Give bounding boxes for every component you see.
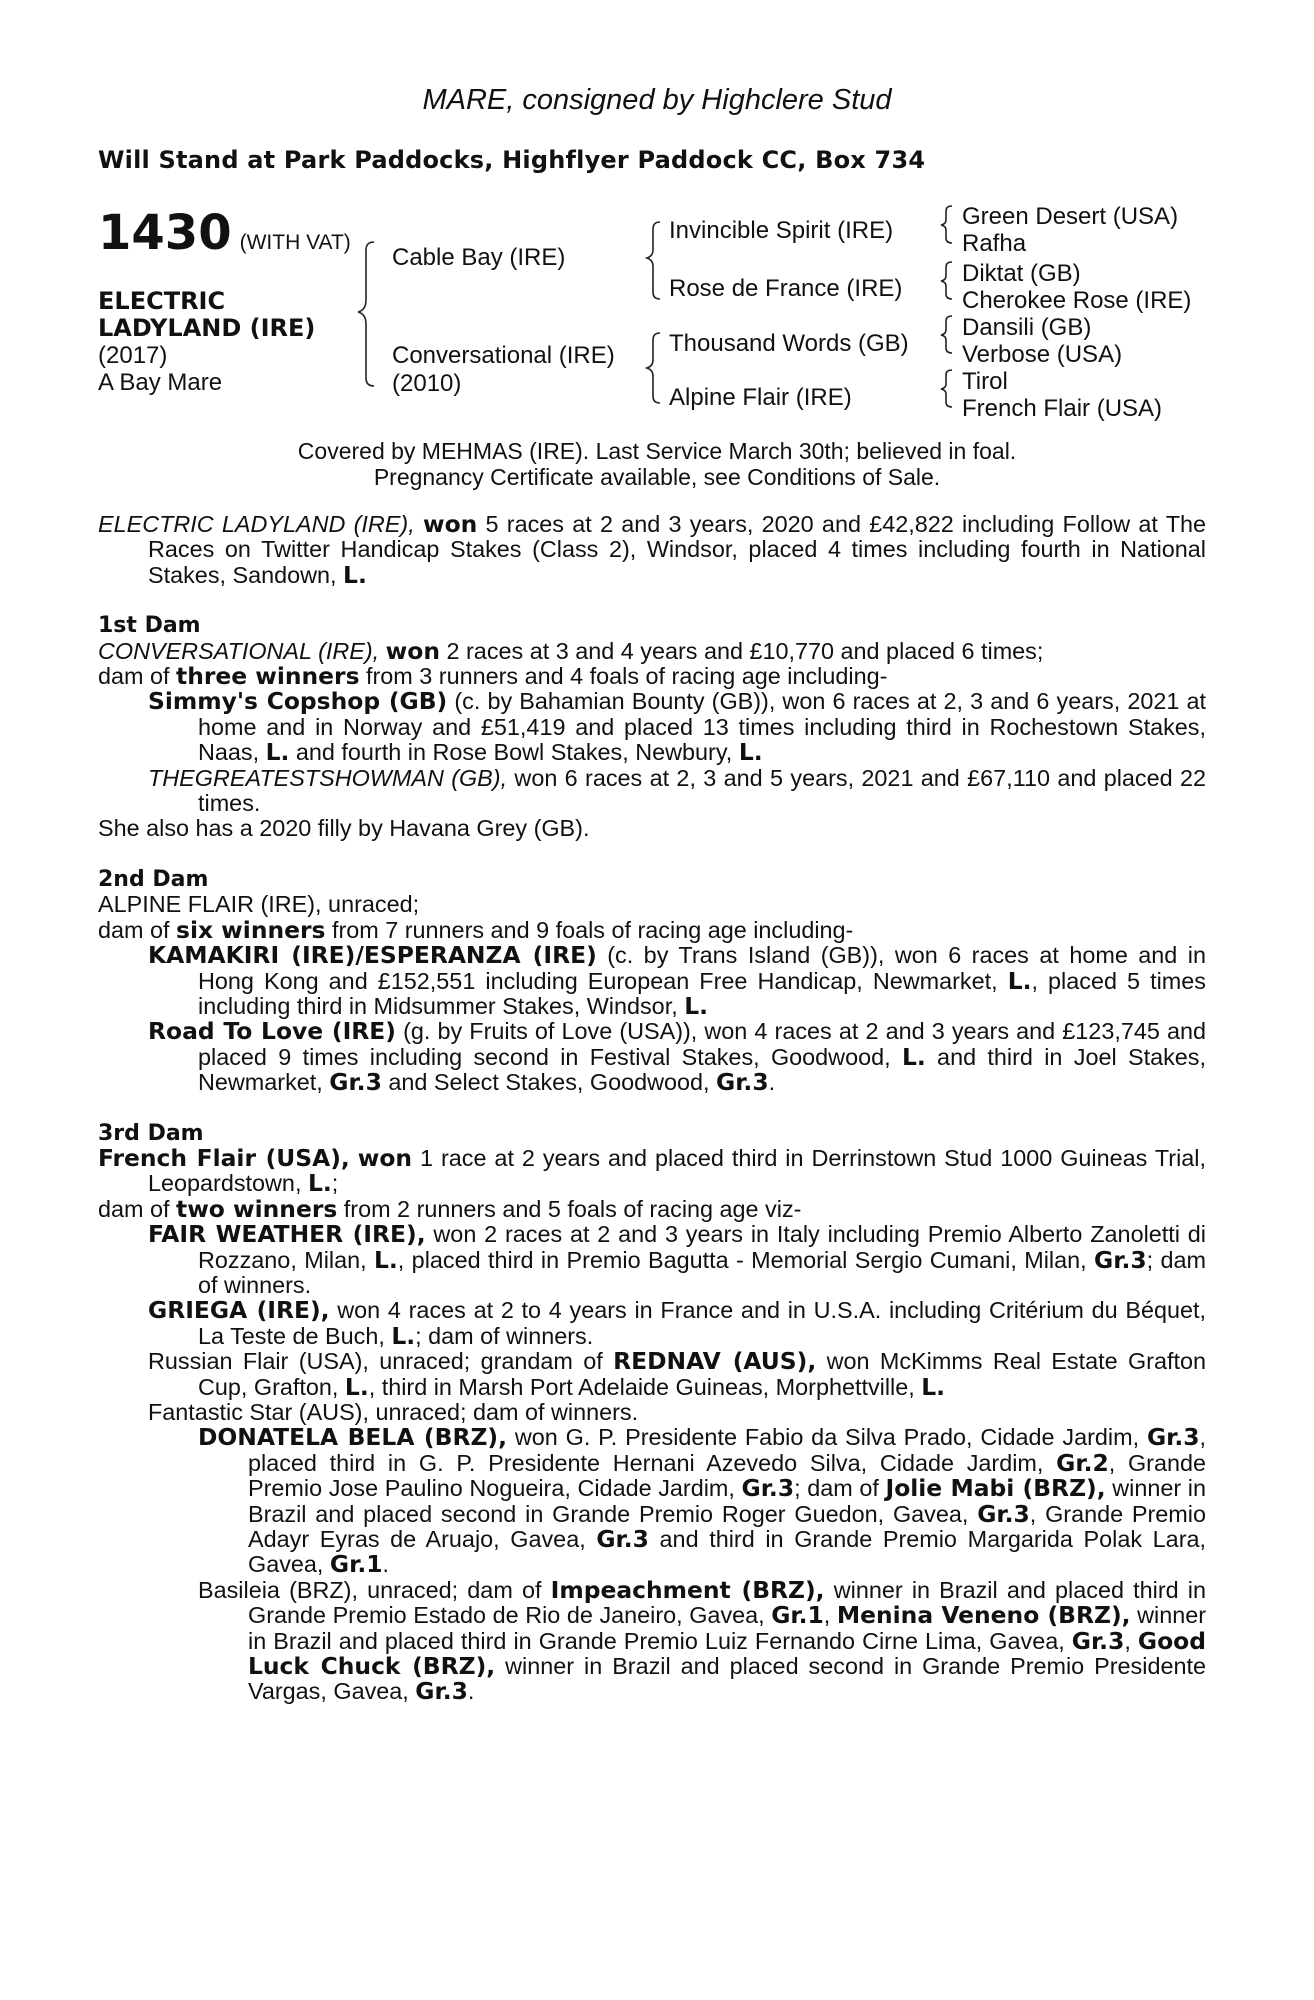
ped-dam-year: (2010) xyxy=(392,370,462,397)
dam1-progeny-2: THEGREATESTSHOWMAN (GB), won 6 races at 2, 3 and 5 years, 2021 and £67,110 and placed 22 times. xyxy=(148,764,1206,817)
ped-sdd: Cherokee Rose (IRE) xyxy=(962,287,1192,314)
dam3-progeny-3: Russian Flair (USA), unraced; grandam of REDNAV (AUS), won McKimms Real Estate Grafton Cup, Grafton, L., third in Marsh Port Adelaide Guineas, Morphettville, L. xyxy=(148,1347,1206,1401)
horse-year: (2017) xyxy=(98,342,168,369)
ped-dam: Conversational (IRE) xyxy=(392,342,615,369)
dam2-heading: 2nd Dam xyxy=(98,866,209,892)
dam3-progeny-1: FAIR WEATHER (IRE), won 2 races at 2 and 3 years in Italy including Premio Alberto Zanoletti di Rozzano, Milan, L., placed third in Premio Bagutta - Memorial Sergio Cumani, Milan, Gr.3; dam of winners. xyxy=(148,1220,1207,1298)
ped-dds: Tirol xyxy=(962,368,1008,395)
ped-sss: Green Desert (USA) xyxy=(962,203,1179,230)
ped-ssd: Rafha xyxy=(962,230,1027,257)
lot-number: 1430 xyxy=(98,205,232,261)
ped-dam-sire: Thousand Words (GB) xyxy=(669,330,909,357)
horse-name-line2: LADYLAND (IRE) xyxy=(98,314,316,342)
dam3-grand-progeny-2: Basileia (BRZ), unraced; dam of Impeachment (BRZ), winner in Brazil and placed third in Grande Premio Estado de Rio de Janeiro, Gavea, Gr.1, Menina Veneno (BRZ), winner in Brazil and placed third in Grande Premio Luiz Fernando Cirne Lima, Gavea, Gr.3, Good Luck Chuck (BRZ), winner in Brazil and placed second in Grande Premio Presidente Vargas, Gavea, Gr.3. xyxy=(198,1575,1207,1706)
covered-line1: Covered by MEHMAS (IRE). Last Service March 30th; believed in foal. xyxy=(297,438,1017,464)
page-title: MARE, consigned by Highclere Stud xyxy=(422,84,892,116)
ped-dam-dam: Alpine Flair (IRE) xyxy=(669,384,852,411)
brace-ss xyxy=(941,206,952,243)
ped-sire-dam: Rose de France (IRE) xyxy=(669,275,903,302)
dam1-record: CONVERSATIONAL (IRE), won 2 races at 3 and 4 years and £10,770 and placed 6 times; xyxy=(98,636,1044,665)
dam1-progeny-1: Simmy's Copshop (GB) (c. by Bahamian Bounty (GB)), won 6 races at 2, 3 and 6 years, 2021 at home and in Norway and £51,419 and placed 13 times including third in Rochestown Stakes, Naas, L. and fourth in Rose Bowl Stakes, Newbury, L. xyxy=(148,687,1206,767)
ped-dsd: Verbose (USA) xyxy=(962,341,1123,368)
ped-ddd: French Flair (USA) xyxy=(962,395,1163,422)
ped-sds: Diktat (GB) xyxy=(962,260,1081,287)
dam3-heading: 3rd Dam xyxy=(98,1120,204,1146)
dam2-record: ALPINE FLAIR (IRE), unraced; xyxy=(98,891,420,918)
ped-dss: Dansili (GB) xyxy=(962,314,1092,341)
dam3-progeny-2: GRIEGA (IRE), won 4 races at 2 to 4 years in France and in U.S.A. including Critérium du Béquet, La Teste de Buch, L.; dam of winners. xyxy=(148,1296,1206,1350)
dam3-progeny-4: Fantastic Star (AUS), unraced; dam of winners. xyxy=(148,1399,639,1425)
stand-location: Will Stand at Park Paddocks, Highflyer Paddock CC, Box 734 xyxy=(98,146,926,174)
dam3-grand-progeny-1: DONATELA BELA (BRZ), won G. P. Presidente Fabio da Silva Prado, Cidade Jardim, Gr.3, placed third in G. P. Presidente Hernani Azevedo Silva, Cidade Jardim, Gr.2, Grande Premio Jose Paulino Nogueira, Cidade Jardim, Gr.3; dam of Jolie Mabi (BRZ), winner in Brazil and placed second in Grande Premio Roger Guedon, Gavea, Gr.3, Grande Premio Adayr Eyras de Aruajo, Gavea, Gr.3 and third in Grande Premio Margarida Polak Lara, Gavea, Gr.1. xyxy=(198,1423,1207,1579)
horse-record: ELECTRIC LADYLAND (IRE), won 5 races at 2 and 3 years, 2020 and £42,822 including Follow at The Races on Twitter Handicap Stakes (Class 2), Windsor, placed 4 times including fourth in National Stakes, Sandown, L. xyxy=(98,510,1207,589)
brace-sd xyxy=(941,262,952,299)
dam3-produce: dam of two winners from 2 runners and 5 foals of racing age viz- xyxy=(98,1194,802,1223)
dam2-progeny-2: Road To Love (IRE) (g. by Fruits of Love (USA)), won 4 races at 2 and 3 years and £123,745 and placed 9 times including second in Festival Stakes, Goodwood, L. and third in Joel Stakes, Newmarket, Gr.3 and Select Stakes, Goodwood, Gr.3. xyxy=(148,1017,1207,1097)
brace-main xyxy=(358,242,374,386)
dam2-produce: dam of six winners from 7 runners and 9 foals of racing age including- xyxy=(98,915,854,944)
horse-name-line1: ELECTRIC xyxy=(98,287,226,315)
dam1-heading: 1st Dam xyxy=(98,613,201,639)
brace-ds xyxy=(941,316,952,353)
brace-dam xyxy=(647,333,660,403)
brace-sire xyxy=(647,222,660,299)
dam1-produce: dam of three winners from 3 runners and 4 foals of racing age including- xyxy=(98,662,888,691)
dam2-progeny-1: KAMAKIRI (IRE)/ESPERANZA (IRE) (c. by Trans Island (GB)), won 6 races at home and in Hong Kong and £152,551 including European Free Handicap, Newmarket, L., placed 5 times including third in Midsummer Stakes, Windsor, L. xyxy=(148,941,1206,1020)
dam1-also: She also has a 2020 filly by Havana Grey (GB). xyxy=(98,815,590,842)
horse-desc: A Bay Mare xyxy=(98,369,223,396)
ped-sire-sire: Invincible Spirit (IRE) xyxy=(669,217,894,244)
catalogue-body xyxy=(98,512,1206,1705)
vat-label: (WITH VAT) xyxy=(239,231,351,254)
brace-dd xyxy=(941,370,952,407)
ped-sire: Cable Bay (IRE) xyxy=(392,244,566,271)
dam3-record: French Flair (USA), won 1 race at 2 years and placed third in Derrinstown Stud 1000 Guineas Trial, Leopardstown, L.; xyxy=(98,1143,1206,1198)
covered-line2: Pregnancy Certificate available, see Conditions of Sale. xyxy=(373,464,941,490)
